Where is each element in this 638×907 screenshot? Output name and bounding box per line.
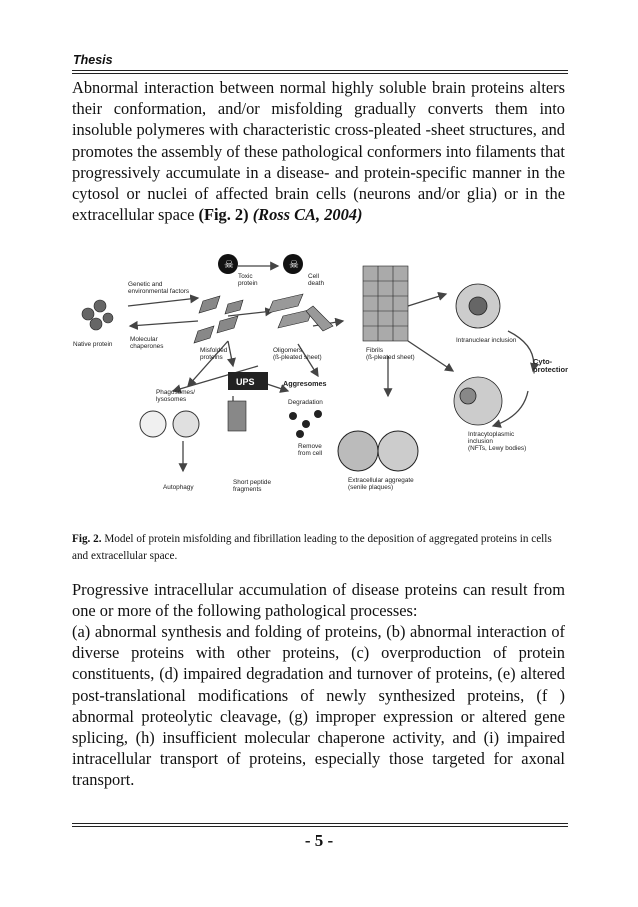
extracellular-aggregate-icon [338,431,378,471]
label-peptides: Short peptide fragments [233,479,272,493]
intro-text: Abnormal interaction between normal highly soluble brain proteins alters their conformation, and/or misfolding gradually converts them into insoluble polymeres with characteristic cross-pleated -sheet structures, and promotes the assembly of these pathological conformers into filaments that progressively accumulate in a disease- and protein-specific manner in the cytosol or nuclei of affected brain cells (neurons and/or glia) or in the extracellular space [72,78,565,225]
label-extracellular: Extracellular aggregate (senile plaques) [348,477,414,491]
label-intracytoplasmic: Intracytoplasmic inclusion (NFTs, Lewy bodies) [468,431,527,452]
figure-2-diagram [68,246,568,520]
label-genetic: Genetic and environmental factors [128,281,190,295]
lysosome-icon [173,411,199,437]
svg-text:☠: ☠ [224,259,234,271]
footer-rule [72,823,568,827]
extracellular-neuron-icon [378,431,418,471]
label-fibrils: Fibrils (ß-pleated sheet) [366,347,415,361]
label-remove: Remove from cell [298,443,323,457]
body-intro: Progressive intracellular accumulation of disease proteins can result from one or more of the following pathological processes: [72,580,565,621]
label-phagosomes: Phagosomes/ lysosomes [156,389,196,403]
native-protein-icon [82,300,113,330]
body-list: (a) abnormal synthesis and folding of proteins, (b) abnormal interaction of diverse proteins with other proteins, (c) overproduction of protein constituents, (d) impaired degradation and turnover of proteins, (e) altered post-translational modifications of newly synthesized proteins, (f ) abnormal proteolytic cleavage, (g) improper expression or altered gene splicing, (h) insufficient molecular chaperone activity, and (i) impaired intracellular transport of proteins, especially those targeted for axonal transport. [72,622,565,790]
svg-text:☠: ☠ [289,259,299,271]
neuron-intracytoplasmic-icon [454,377,502,425]
label-degradation: Degradation [288,399,323,406]
label-cell-death: Cell death [308,273,324,287]
label-cytoprotection: Cyto-protection [533,357,568,374]
label-ups: UPS [236,377,255,387]
caption-label: Fig. 2. [72,533,102,545]
label-oligomers: Oligomers (ß-pleated sheet) [273,347,322,361]
intro-paragraph [72,77,565,225]
protein-misfolding-diagram [68,246,568,520]
label-autophagy: Autophagy [163,484,194,491]
label-aggresomes: Aggresomes [283,379,327,388]
label-intranuclear: Intranuclear inclusion [456,337,517,344]
label-misfolded: Misfolded proteins [200,347,228,361]
running-header: Thesis [73,53,113,67]
proteasome-icon [228,401,246,431]
figure-reference: (Fig. 2) [198,205,249,225]
caption-text: Model of protein misfolding and fibrillation leading to the deposition of aggregated proteins in cells and extracellular space. [72,533,552,562]
neuron-intranuclear-icon [456,284,500,328]
header-rule [72,70,568,74]
citation: (Ross CA, 2004) [252,205,363,225]
degradation-fragments-icon [289,410,322,438]
phagosome-icon [140,411,166,437]
misfolded-proteins-icon [194,296,243,343]
label-toxic-protein: Toxic protein [238,273,258,287]
page-number: - 5 - [304,831,334,850]
oligomers-icon [268,294,333,331]
fibrils-icon [363,266,408,341]
label-native-protein: Native protein [73,341,113,348]
label-chaperones: Molecular chaperones [130,336,164,350]
figure-caption [72,531,567,565]
